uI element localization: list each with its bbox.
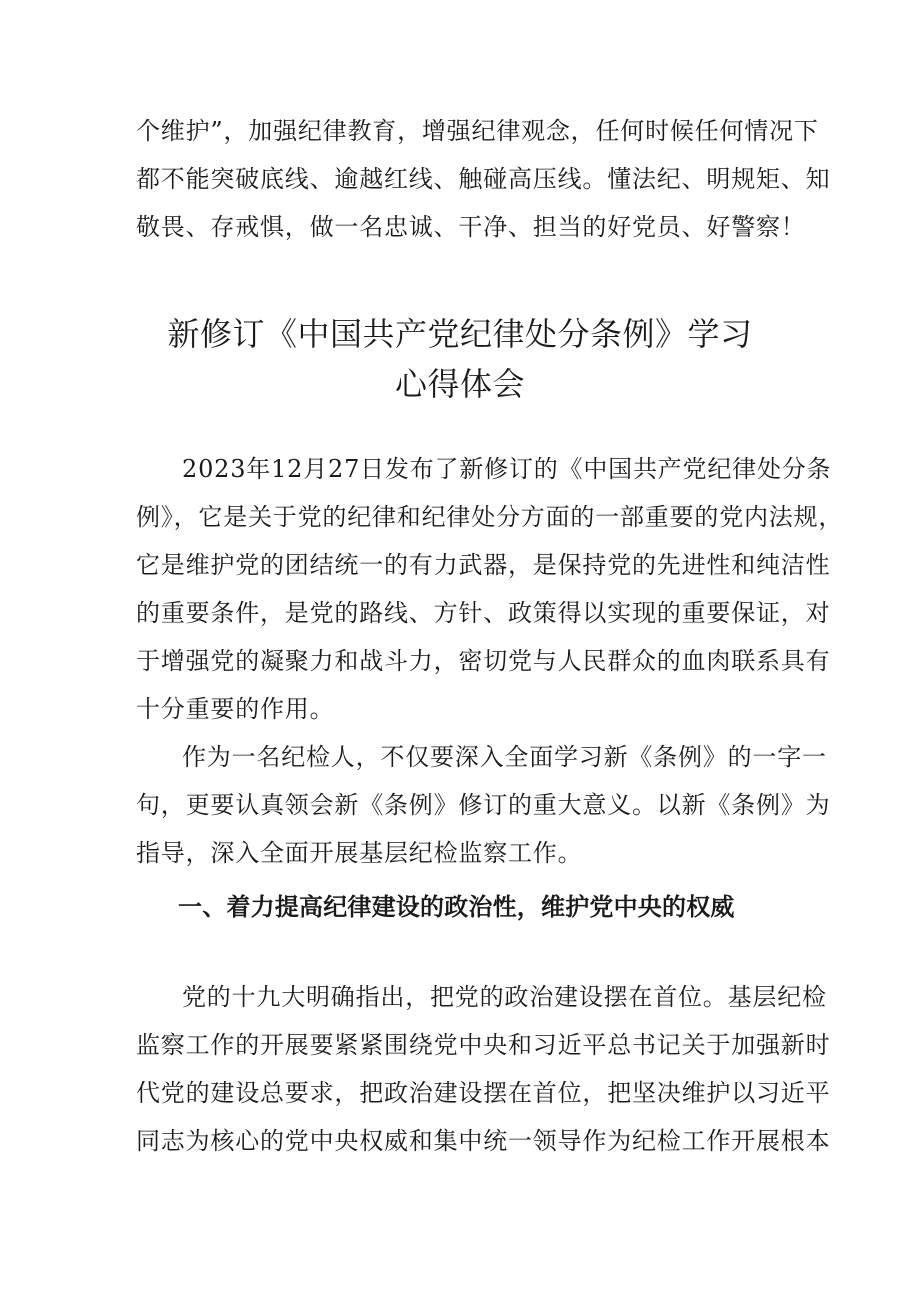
article-title-line-1: 新修订《中国共产党纪律处分条例》学习 bbox=[167, 315, 753, 353]
intro-line-1: 个维护”，加强纪律教育，增强纪律观念，任何时候任何情况下 bbox=[136, 117, 819, 145]
article-title-line-2: 心得体会 bbox=[394, 365, 525, 403]
paragraph-2-line-2: 句，更要认真领会新《条例》修订的重大意义。以新《条例》为 bbox=[136, 791, 831, 819]
paragraph-3-line-4: 同志为核心的党中央权威和集中统一领导作为纪检工作开展根本 bbox=[136, 1127, 831, 1155]
paragraph-3-line-2: 监察工作的开展要紧紧围绕党中央和习近平总书记关于加强新时 bbox=[136, 1031, 831, 1059]
paragraph-1-line-1: 2023年12月27日发布了新修订的《中国共产党纪律处分条 bbox=[182, 455, 832, 483]
intro-line-3: 敬畏、存戒惧，做一名忠诚、干净、担当的好党员、好警察！ bbox=[136, 213, 806, 241]
paragraph-3-line-1: 党的十九大明确指出，把党的政治建设摆在首位。基层纪检 bbox=[182, 983, 827, 1011]
paragraph-1-line-5: 于增强党的凝聚力和战斗力，密切党与人民群众的血肉联系具有 bbox=[136, 647, 831, 675]
section-heading: 一、着力提高纪律建设的政治性，维护党中央的权威 bbox=[178, 893, 735, 921]
paragraph-2-line-1: 作为一名纪检人，不仅要深入全面学习新《条例》的一字一 bbox=[182, 743, 827, 771]
paragraph-3-line-3: 代党的建设总要求，把政治建设摆在首位，把坚决维护以习近平 bbox=[136, 1079, 831, 1107]
paragraph-1-line-2: 例》，它是关于党的纪律和纪律处分方面的一部重要的党内法规， bbox=[136, 503, 844, 531]
paragraph-2-line-3: 指导，深入全面开展基层纪检监察工作。 bbox=[136, 839, 583, 867]
intro-line-2: 都不能突破底线、逾越红线、触碰高压线。懂法纪、明规矩、知 bbox=[136, 165, 831, 193]
paragraph-1-line-6: 十分重要的作用。 bbox=[136, 695, 335, 723]
paragraph-1-line-3: 它是维护党的团结统一的有力武器，是保持党的先进性和纯洁性 bbox=[136, 551, 831, 579]
paragraph-1-line-4: 的重要条件，是党的路线、方针、政策得以实现的重要保证，对 bbox=[136, 599, 831, 627]
